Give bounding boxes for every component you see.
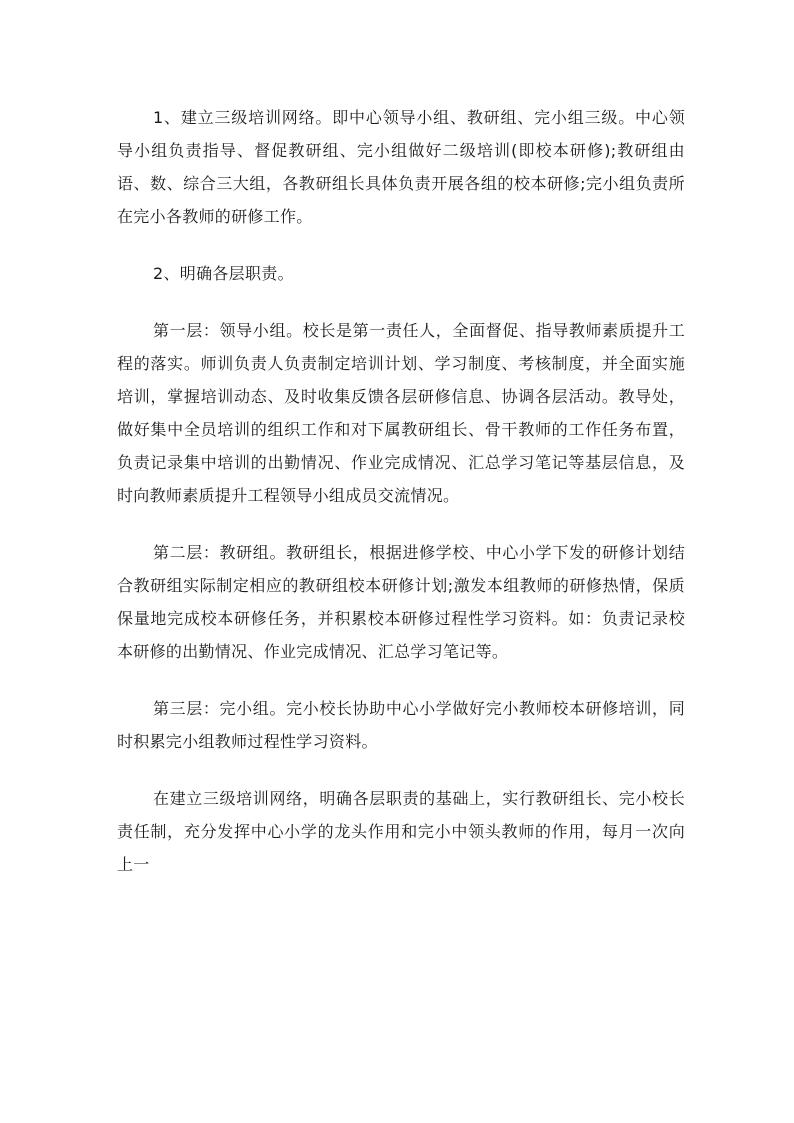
paragraph-layer-three: 第三层：完小组。完小校长协助中心小学做好完小教师校本研修培训，同时积累完小组教师过程性学习资料。 <box>117 699 685 751</box>
paragraph-layer-two: 第二层：教研组。教研组长，根据进修学校、中心小学下发的研修计划结合教研组实际制定相应的教研组校本研修计划;激发本组教师的研修热情，保质保量地完成校本研修任务，并积累校本研修过程性学习资料。如：负责记录校本研修的出勤情况、作业完成情况、汇总学习笔记等。 <box>117 543 685 661</box>
paragraph-training-network: 1、建立三级培训网络。即中心领导小组、教研组、完小组三级。中心领导小组负责指导、督促教研组、完小组做好二级培训(即校本研修);教研组由语、数、综合三大组，各教研组长具体负责开展各组的校本研修;完小组负责所在完小各教师的研修工作。 <box>117 108 685 226</box>
paragraph-responsibilities-heading: 2、明确各层职责。 <box>153 264 294 283</box>
paragraph-responsibility-system: 在建立三级培训网络，明确各层职责的基础上，实行教研组长、完小校长责任制，充分发挥中心小学的龙头作用和完小中领头教师的作用，每月一次向上一 <box>117 789 685 874</box>
document-body <box>117 101 685 881</box>
paragraph-layer-one: 第一层：领导小组。校长是第一责任人，全面督促、指导教师素质提升工程的落实。师训负责人负责制定培训计划、学习制度、考核制度，并全面实施培训，掌握培训动态、及时收集反馈各层研修信息、协调各层活动。教导处，做好集中全员培训的组织工作和对下属教研组长、骨干教师的工作任务布置，负责记录集中培训的出勤情况、作业完成情况、汇总学习笔记等基层信息，及时向教师素质提升工程领导小组成员交流情况。 <box>117 321 685 505</box>
